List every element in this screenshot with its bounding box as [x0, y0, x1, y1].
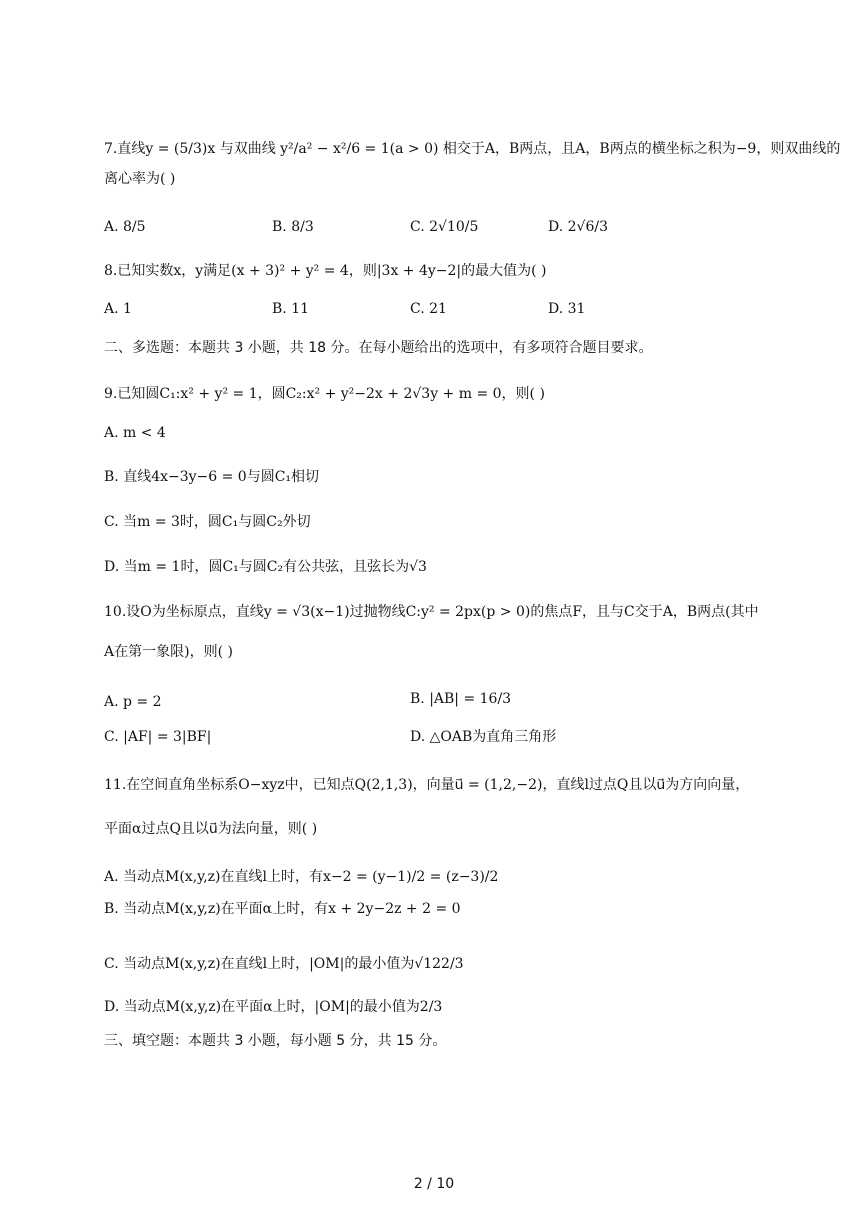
question-11-line1: 11.在空间直角坐标系O−xyz中，已知点Q(2,1,3)，向量u⃗ = (1,2,−2)，直线l过点Q且以u⃗为方向向量，	[104, 777, 750, 793]
q11-option-a: A. 当动点M(x,y,z)在直线l上时，有x−2 = (y−1)/2 = (z−3)/2	[104, 869, 499, 885]
section-2-heading: 二、多选题：本题共 3 小题，共 18 分。在每小题给出的选项中，有多项符合题目要求。	[104, 340, 653, 356]
q7-option-b: B. 8/3	[272, 219, 314, 235]
q7-option-c: C. 2√10/5	[410, 219, 479, 235]
q11-option-c: C. 当动点M(x,y,z)在直线l上时，|OM|的最小值为√122/3	[104, 956, 464, 972]
q10-option-d: D. △OAB为直角三角形	[410, 729, 557, 745]
question-10-line2: A在第一象限)，则( )	[104, 644, 233, 660]
q8-option-a: A. 1	[104, 301, 132, 317]
q11-option-b: B. 当动点M(x,y,z)在平面α上时，有x + 2y−2z + 2 = 0	[104, 901, 461, 917]
section-3-heading: 三、填空题：本题共 3 小题，每小题 5 分，共 15 分。	[104, 1033, 447, 1049]
question-9-stem: 9.已知圆C₁:x² + y² = 1，圆C₂:x² + y²−2x + 2√3y + m = 0，则( )	[104, 386, 545, 402]
q8-option-d: D. 31	[548, 301, 586, 317]
q9-option-d: D. 当m = 1时，圆C₁与圆C₂有公共弦，且弦长为√3	[104, 559, 427, 575]
q11-option-d: D. 当动点M(x,y,z)在平面α上时，|OM|的最小值为2/3	[104, 999, 443, 1015]
question-7-line2: 离心率为( )	[104, 171, 176, 187]
page-number: 2 / 10	[413, 1176, 455, 1192]
question-11-line2: 平面α过点Q且以u⃗为法向量，则( )	[104, 821, 318, 837]
q9-option-c: C. 当m = 3时，圆C₁与圆C₂外切	[104, 514, 311, 530]
q9-option-a: A. m < 4	[104, 425, 166, 441]
question-8-stem: 8.已知实数x，y满足(x + 3)² + y² = 4，则|3x + 4y−2|的最大值为( )	[104, 263, 547, 279]
q10-option-b: B. |AB| = 16/3	[410, 691, 512, 707]
q7-option-a: A. 8/5	[104, 219, 146, 235]
question-10-line1: 10.设O为坐标原点，直线y = √3(x−1)过抛物线C:y² = 2px(p > 0)的焦点F，且与C交于A，B两点(其中	[104, 604, 759, 620]
q9-option-b: B. 直线4x−3y−6 = 0与圆C₁相切	[104, 469, 320, 485]
q10-option-c: C. |AF| = 3|BF|	[104, 729, 212, 745]
q8-option-c: C. 21	[410, 301, 447, 317]
question-7-line1: 7.直线y = (5/3)x 与双曲线 y²/a² − x²/6 = 1(a > 0) 相交于A，B两点，且A，B两点的横坐标之积为−9，则双曲线的	[104, 141, 841, 157]
q8-option-b: B. 11	[272, 301, 310, 317]
q7-option-d: D. 2√6/3	[548, 219, 608, 235]
q10-option-a: A. p = 2	[104, 694, 162, 710]
